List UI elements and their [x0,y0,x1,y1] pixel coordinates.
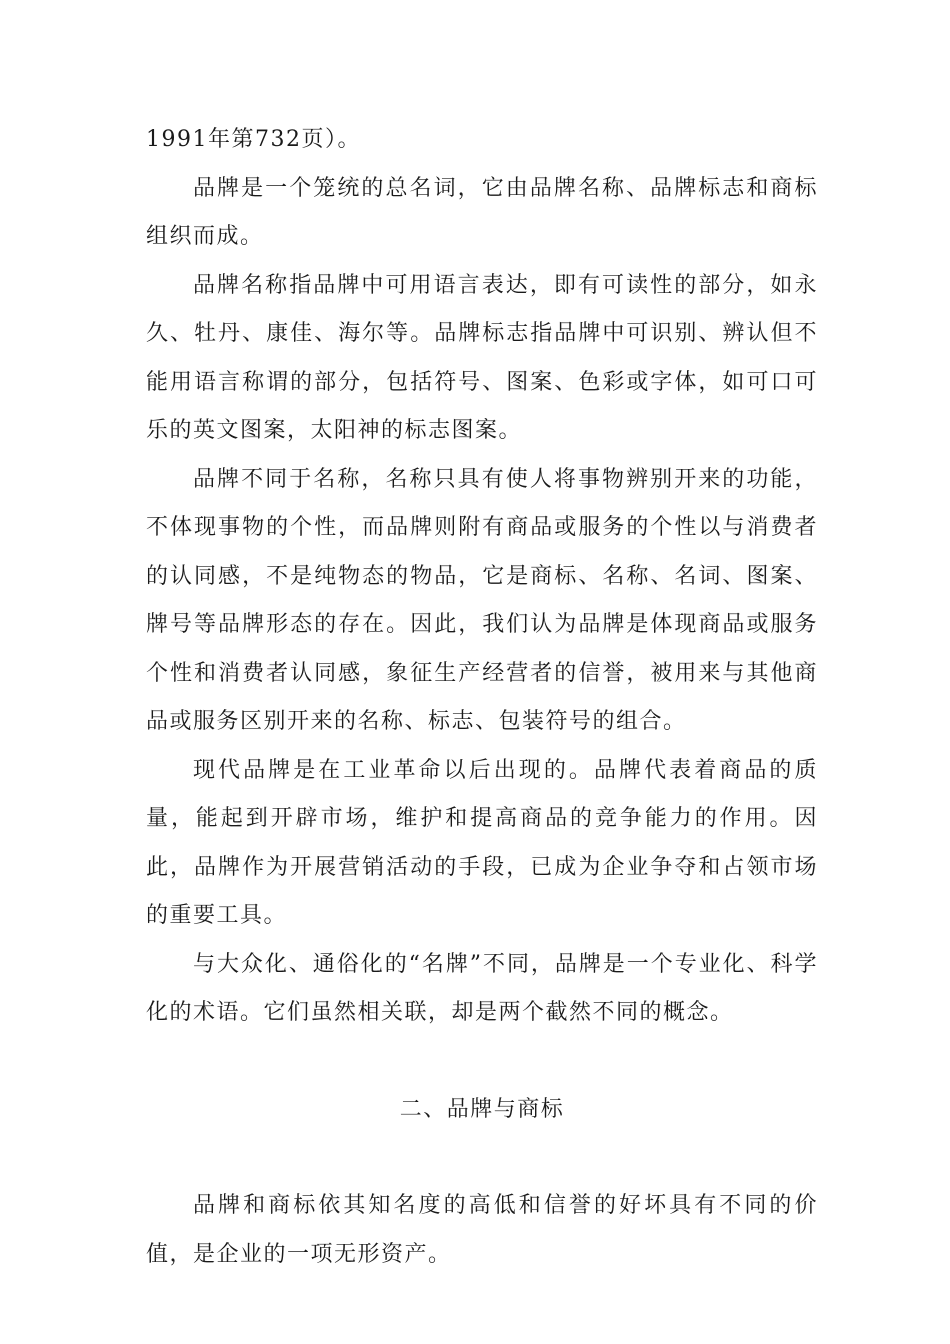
paragraph-brand-vs-name: 品牌不同于名称，名称只具有使人将事物辨别开来的功能，不体现事物的个性，而品牌则附有商品或服务的个性以与消费者的认同感，不是纯物态的物品，它是商标、名称、名词、图案、牌号等品牌形态的存在。因此，我们认为品牌是体现商品或服务个性和消费者认同感，象征生产经营者的信誉，被用来与其他商品或服务区别开来的名称、标志、包装符号的组合。 [146,466,818,734]
paragraph-brand-vs-famous: 与大众化、通俗化的“名牌”不同，品牌是一个专业化、科学化的术语。它们虽然相关联，却是两个截然不同的概念。 [146,951,818,1025]
document-body [146,116,818,1279]
paragraph-brand-name-and-mark: 品牌名称指品牌中可用语言表达，即有可读性的部分，如永久、牡丹、康佳、海尔等。品牌标志指品牌中可识别、辨认但不能用语言称谓的部分，包括符号、图案、色彩或字体，如可口可乐的英文图案，太阳神的标志图案。 [146,272,818,443]
section-heading: 二、品牌与商标 [399,1096,565,1122]
paragraph-modern-brand: 现代品牌是在工业革命以后出现的。品牌代表着商品的质量，能起到开辟市场，维护和提高商品的竞争能力的作用。因此，品牌作为开展营销活动的手段，已成为企业争夺和占领市场的重要工具。 [146,757,818,928]
paragraph-brand-definition: 品牌是一个笼统的总名词，它由品牌名称、品牌标志和商标组织而成。 [146,175,818,249]
paragraph-brand-and-trademark: 品牌和商标依其知名度的高低和信誉的好坏具有不同的价值，是企业的一项无形资产。 [146,1193,818,1267]
paragraph-citation-end: 1991年第732页）。 [146,127,361,152]
